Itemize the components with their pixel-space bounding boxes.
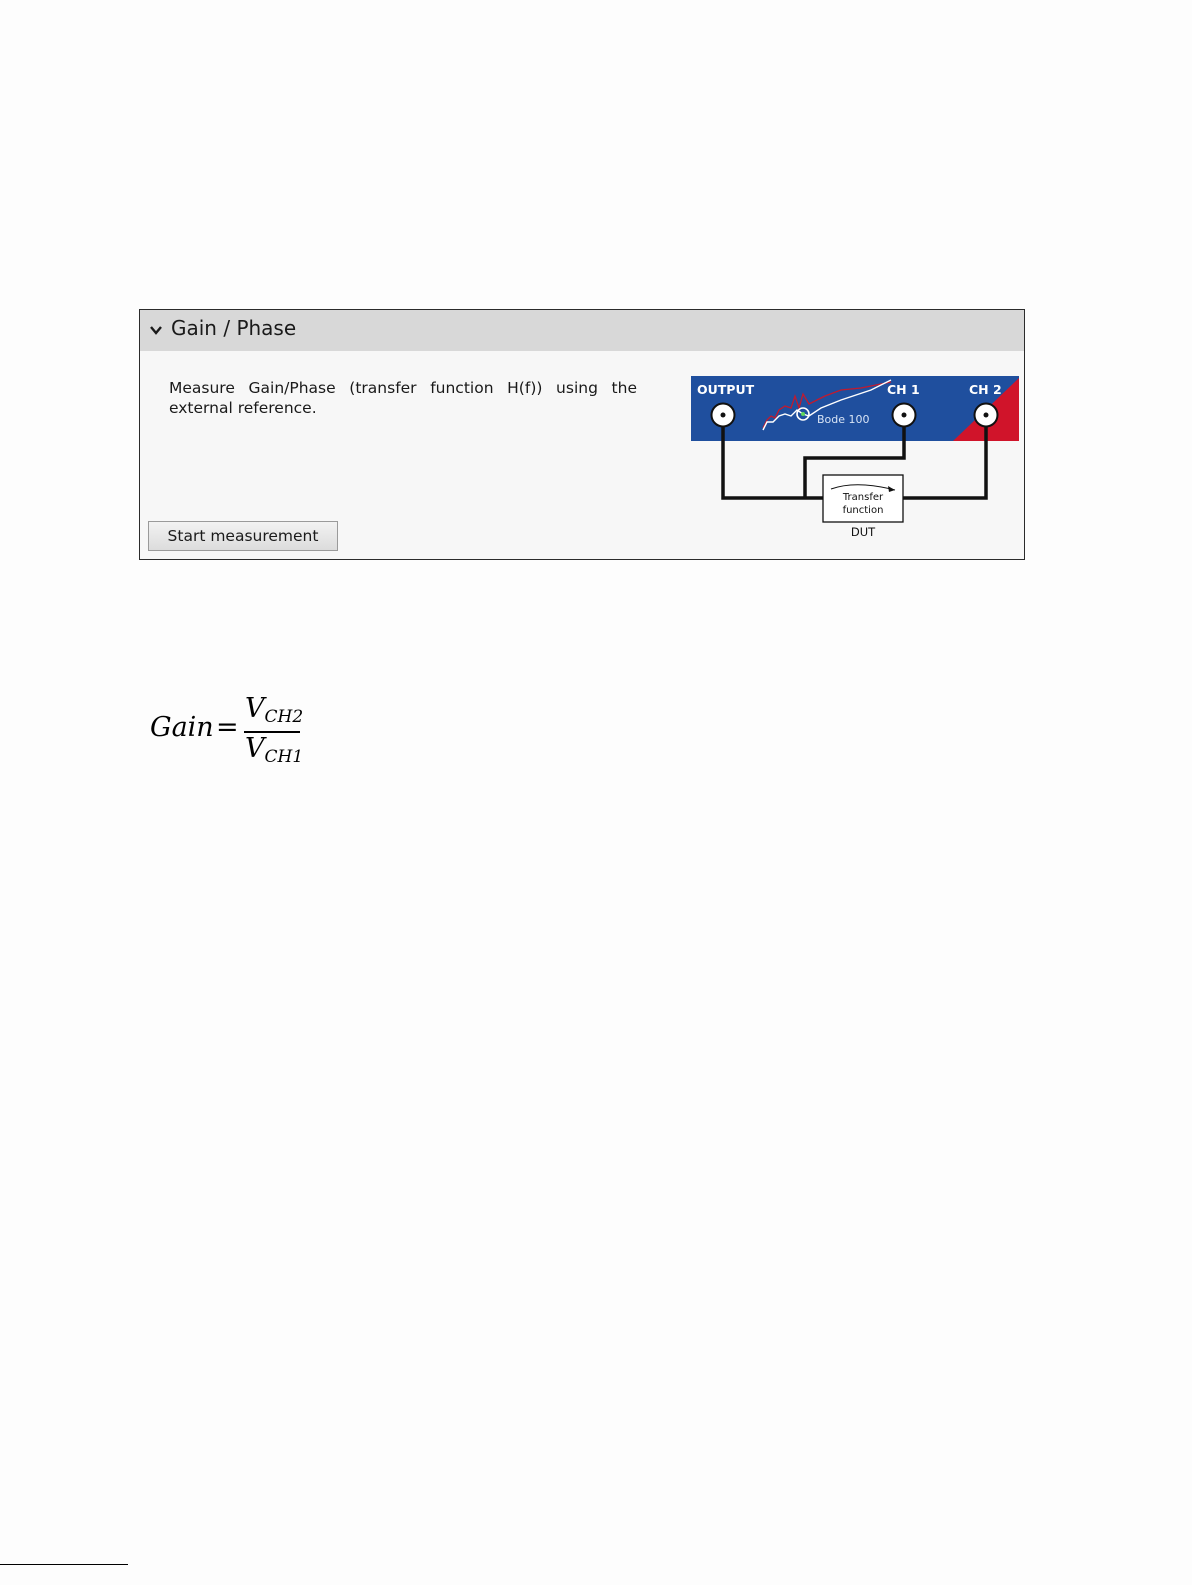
- dut-label: DUT: [850, 525, 876, 539]
- ch1-label: CH 1: [887, 382, 920, 397]
- device-name-label: Bode 100: [817, 413, 870, 426]
- output-connector: [712, 404, 735, 427]
- panel-header[interactable]: [140, 310, 1024, 351]
- start-measurement-button[interactable]: Start measurement: [148, 521, 338, 551]
- formula-equals: =: [216, 712, 239, 743]
- panel-description: Measure Gain/Phase (transfer function H(f)) using the external reference.: [169, 379, 637, 417]
- connection-diagram: [691, 376, 1021, 548]
- footnote-rule: [0, 1564, 128, 1565]
- output-label: OUTPUT: [697, 382, 755, 397]
- gain-formula: [150, 693, 350, 773]
- ch2-label: CH 2: [969, 382, 1002, 397]
- dut-box-line1: Transfer: [842, 492, 884, 503]
- dut-box-line2: function: [842, 505, 884, 516]
- formula-numerator: $V_{CH2}$: [245, 693, 304, 727]
- ch2-connector: [975, 404, 998, 427]
- connection-diagram-svg: [691, 376, 1021, 544]
- ch1-connector: [893, 404, 916, 427]
- gain-phase-panel: [139, 309, 1025, 560]
- panel-title: Gain / Phase: [171, 316, 297, 340]
- formula-denominator: $V_{CH1}$: [245, 733, 304, 767]
- chevron-down-icon[interactable]: [149, 323, 163, 337]
- device-led: [801, 412, 805, 416]
- formula-lhs: Gain: [150, 712, 214, 743]
